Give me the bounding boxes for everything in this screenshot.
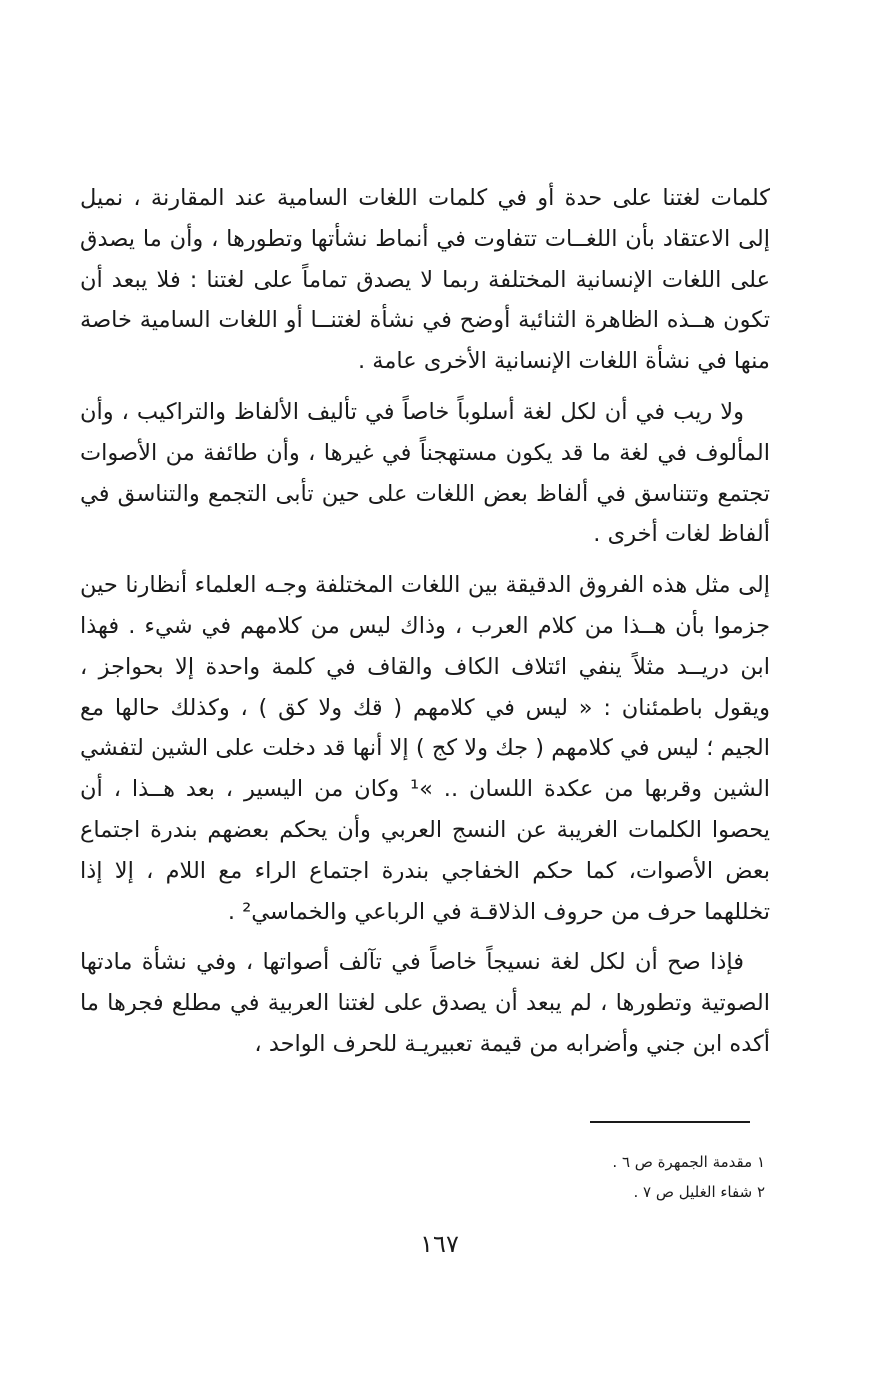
footnote-divider <box>590 1121 750 1123</box>
footnotes <box>560 1147 765 1207</box>
footnote-2: ٢ شفاء الغليل ص ٧ . <box>633 1183 765 1201</box>
body-text <box>80 178 770 1065</box>
paragraph-3: إلى مثل هذه الفروق الدقيقة بين اللغات المختلفة وجـه العلماء أنظارنا حين جزموا بأن هــذا من كلام العرب ، وذاك ليس من كلامهم في شيء . فهذا ابن دريــد مثلاً ينفي ائتلاف الكاف والقاف في كلمة واحدة إلا بحواجز ، ويقول باطمئنان : « ليس في كلامهم ( قك ولا كق ) ، وكذلك حالها مع الجيم ؛ ليس في كلامهم ( جك ولا كج ) إلا أنها قد دخلت على الشين لتفشي الشين وقربها من عكدة اللسان .. »¹ وكان من اليسير ، بعد هــذا ، أن يحصوا الكلمات الغريبة عن النسج العربي وأن يحكم بعضهم بندرة اجتماع بعض الأصوات، كما حكم الخفاجي بندرة اجتماع الراء مع اللام ، إلا إذا تخللهما حرف من حروف الذلاقـة في الرباعي والخماسي² . <box>80 572 770 925</box>
page-number: ١٦٧ <box>420 1230 459 1258</box>
footnote-1: ١ مقدمة الجمهرة ص ٦ . <box>612 1153 765 1171</box>
paragraph-4: فإذا صح أن لكل لغة نسيجاً خاصاً في تآلف أصواتها ، وفي نشأة مادتها الصوتية وتطورها ، لم يبعد أن يصدق على لغتنا العربية في مطلع فجرها ما أكده ابن جني وأضرابه من قيمة تعبيريـة للحرف الواحد ، <box>80 949 770 1057</box>
paragraph-2: ولا ريب في أن لكل لغة أسلوباً خاصاً في تأليف الألفاظ والتراكيب ، وأن المألوف في لغة ما قد يكون مستهجناً في غيرها ، وأن طائفة من الأصوات تجتمع وتتناسق في ألفاظ بعض اللغات على حين تأبى التجمع والتناسق في ألفاظ لغات أخرى . <box>80 398 770 548</box>
paragraph-1: كلمات لغتنا على حدة أو في كلمات اللغات السامية عند المقارنة ، نميل إلى الاعتقاد بأن اللغــات تتفاوت في أنماط نشأتها وتطورها ، وأن ما يصدق على اللغات الإنسانية المختلفة ربما لا يصدق تماماً على لغتنا : فلا يبعد أن تكون هــذه الظاهرة الثنائية أوضح في نشأة لغتنــا أو اللغات السامية خاصة منها في نشأة اللغات الإنسانية الأخرى عامة . <box>80 185 770 375</box>
